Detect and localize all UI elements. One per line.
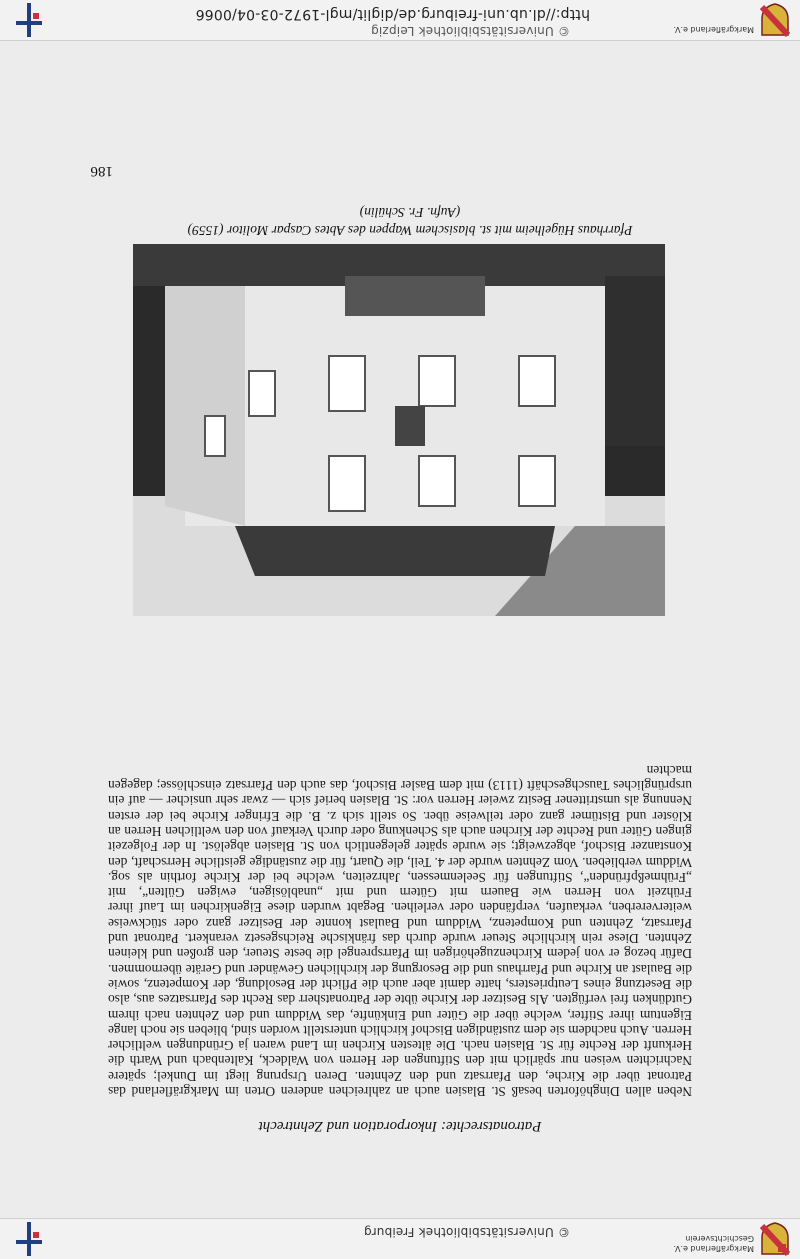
society-crest-icon (760, 3, 790, 37)
photo-caption (130, 203, 690, 239)
section-heading: Patronatsrechte: Inkorporation und Zehntrecht (258, 1118, 542, 1134)
society-name (673, 1233, 754, 1253)
document-permalink[interactable]: http://dl.ub.uni-freiburg.de/diglit/mgl-1972-03-04/0066 (195, 6, 590, 22)
library-copyright-footer: © Universitätsbibliothek Leipzig (370, 24, 570, 38)
parish-house-photo-illustration (133, 244, 665, 616)
photo-caption-line-2: (Aufn. Fr. Schülin) (359, 205, 461, 220)
ub-logo-icon (16, 3, 42, 37)
society-name-footer: Markgräflerland e.V. (673, 25, 754, 34)
society-name-line-1: Markgräflerland e.V. (673, 1244, 754, 1253)
page-number: 186 (90, 163, 113, 179)
society-name-line-2: Geschichtsverein (685, 1234, 754, 1243)
body-text (108, 762, 692, 1099)
ub-logo-icon (16, 1222, 42, 1256)
body-paragraph: Neben allen Dinghöforten besaß St. Blasien auch an zahlreichen anderen Orten im Markgräflerland das Patronat über die Kirche, den Pfarrsatz und den Zehnten. Deren Ursprung liegt im Dunkel; spätere Nachrichten weisen nur spärlich mit den Stiftungen der Herren von Waldeck, Kaltenbach und Warth die Herkunft der Rechte für St. Blasien nach. Die ältesten Kirchen im Land waren ja Gründungen weltlicher Herren. Auch nachdem sie dem zuständigen Bischof kirchlich unterstellt worden sind, blieben sie noch lange Eigentum ihrer Stifter, welche über die Güter und Einkünfte, das Widdum und den Zehnten nach ihrem Gutdünken frei verfügten. Als Besitzer der Kirche übte der Patronatsherr das Recht des Pfarrsatzes aus, also die Besetzung eines Leutpriesters, hatte damit aber auch die Pflicht der Besoldung, der Kompetenz, sowie die Baulast an Kirche und Pfarrhaus und die Besorgung der kirchlichen Gewänder und Geräte übernommen. Dafür bezog er von jedem Kirchenzugehörigen im Pfarrsprengel die beste Steuer, den großen und kleinen Zehnten. Diese rein kirchliche Steuer wurde durch das fränkische Reichsgesetz verankert. Patronat und Pfarrsatz, Zehnten und Kompetenz, Widdum und Baulast konnte der Besitzer ganz oder stückweise weitervererben, verkaufen, verpfänden oder verleihen. Begabt wurden diese Eigenkirchen im Lauf ihrer Frühzeit von Herren wie Bauern mit Gütern und mit „unablösigen, ewigen Gülten“, mit „Frühmeßpfründen“, Stiftungen für Seelenmessen, Jahrzeiten, welche bei der Kirche forthin als sog. Widdum verblieben. Vom Zehnten wurde der 4. Teil, die Quart, für die zuständige geistliche Herrschaft, den Konstanzer Bischof, abgezweigt; sie wurde später gelegentlich von St. Blasien abgelöst. In der Folgezeit gingen Güter und Rechte der Kirchen auch als Schenkung oder durch Verkauf von den weltlichen Herren an Klöster und Bistümer ganz oder teilweise über. So stellt sich z. B. die Efringer Kirche bei der ersten Nennung als umstrittener Besitz zweier Herren vor: St. Blasien berief sich — zwar sehr unsicher — auf ein ursprüngliches Tauschgeschäft (1113) mit dem Basler Bischof, das auch den Pfarrsatz einschlösse; dagegen machten (108, 762, 692, 1099)
viewer-footer (0, 0, 800, 41)
parish-house-photo (133, 244, 665, 616)
photo-caption-line-1: Pfarrhaus Hügelheim mit st. blasischem Wappen des Abtes Caspar Molitor (1559) (187, 223, 633, 238)
society-crest-icon (760, 1222, 790, 1256)
library-copyright: © Universitätsbibliothek Freiburg (363, 1225, 570, 1239)
viewer-header (0, 1218, 800, 1259)
